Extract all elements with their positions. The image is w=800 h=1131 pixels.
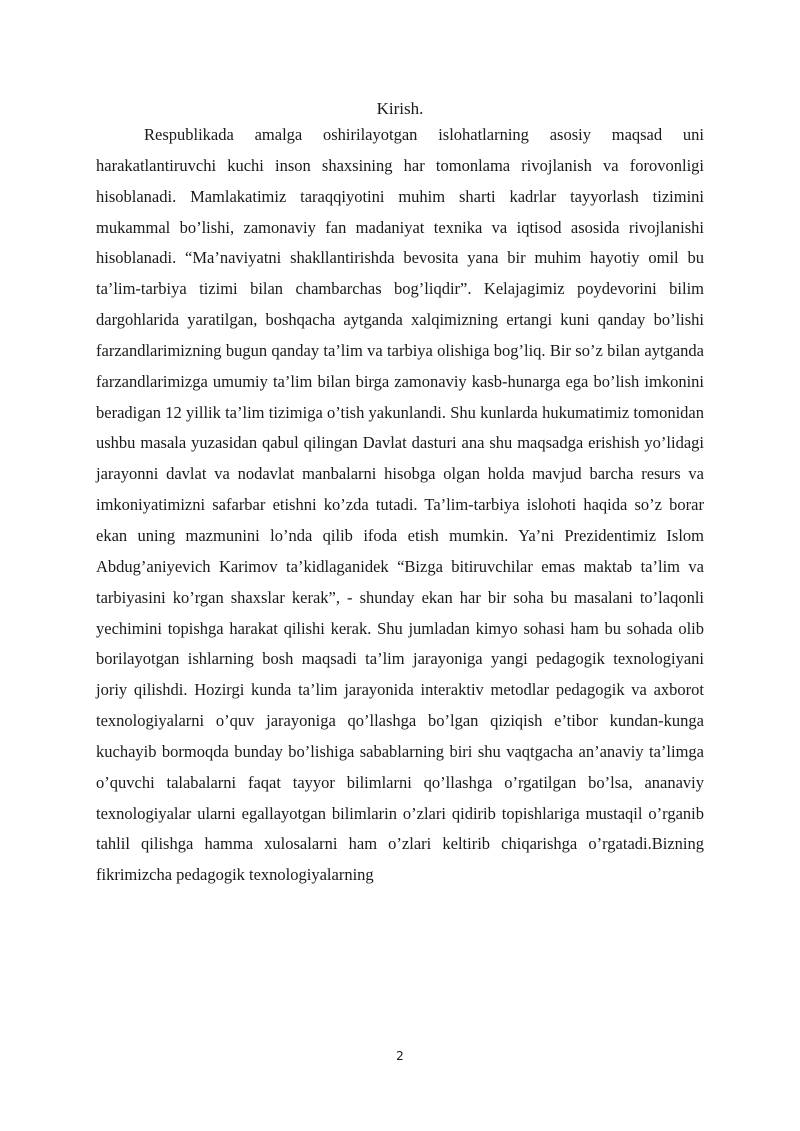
body-paragraph: Respublikada amalga oshirilayotgan islohatlarning asosiy maqsad uni harakatlantiruvchi kuchi inson shaxsining har tomonlama rivojlanish va forovonligi hisoblanadi. Mamlakatimiz taraqqiyotini muhim sharti kadrlar tayyorlash tizimini mukammal bo’lishi, zamonaviy fan madaniyat texnika va iqtisod asosida rivojlanishi hisoblanadi. “Ma’naviyatni shakllantirishda bevosita yana bir muhim hayotiy omil bu ta’lim-tarbiya tizimi bilan chambarchas bog’liqdir”. Kelajagimiz poydevorini bilim dargohlarida yaratilgan, boshqacha aytganda xalqimizning ertangi kuni qanday bo’lishi farzandlarimizning bugun qanday ta’lim va tarbiya olishiga bog’liq. Bir so’z bilan aytganda farzandlarimizga umumiy ta’lim bilan birga zamonaviy kasb-hunarga ega bo’lish imkonini beradigan 12 yillik ta’lim tizimiga o’tish yakunlandi. Shu kunlarda hukumatimiz tomonidan ushbu masala yuzasidan qabul qilingan Davlat dasturi ana shu maqsadga erishish yo’lidagi jarayonni davlat va nodavlat manbalarni hisobga olgan holda mavjud barcha resurs va imkoniyatimizni safarbar etishni ko’zda tutadi. Ta’lim-tarbiya islohoti haqida so’z borar ekan uning mazmunini lo’nda qilib ifoda etish mumkin. Ya’ni Prezidentimiz Islom Abdug’aniyevich Karimov ta’kidlaganidek “Bizga bitiruvchilar emas maktab ta’lim va tarbiyasini ko’rgan shaxslar kerak”, - shunday ekan har bir soha bu masalani to’laqonli yechimini topishga harakat qilishi kerak. Shu jumladan kimyo sohasi ham bu sohada olib borilayotgan ishlarning bosh maqsadi ta’lim jarayoniga yangi pedagogik texnologiyani joriy qilishdi. Hozirgi kunda ta’lim jarayonida interaktiv metodlar pedagogik va axborot texnologiyalarni o’quv jarayoniga qo’llashga bo’lgan qiziqish e’tibor kundan-kunga kuchayib bormoqda bunday bo’lishiga sabablarning biri shu vaqtgacha an’anaviy ta’limga o’quvchi talabalarni faqat tayyor bilimlarni qo’llashga o’rgatilgan bo’lsa, ananaviy texnologiyalar ularni egallayotgan bilimlarin o’zlari qidirib topishlariga mustaqil o’rganib tahlil qilishga hamma xulosalarni ham o’zlari keltirib chiqarishga o’rgatadi.Bizning fikrimizcha pedagogik texnologiyalarning [96,125,704,885]
page-number: 2 [396,1049,404,1063]
section-title: Kirish. [376,99,424,118]
